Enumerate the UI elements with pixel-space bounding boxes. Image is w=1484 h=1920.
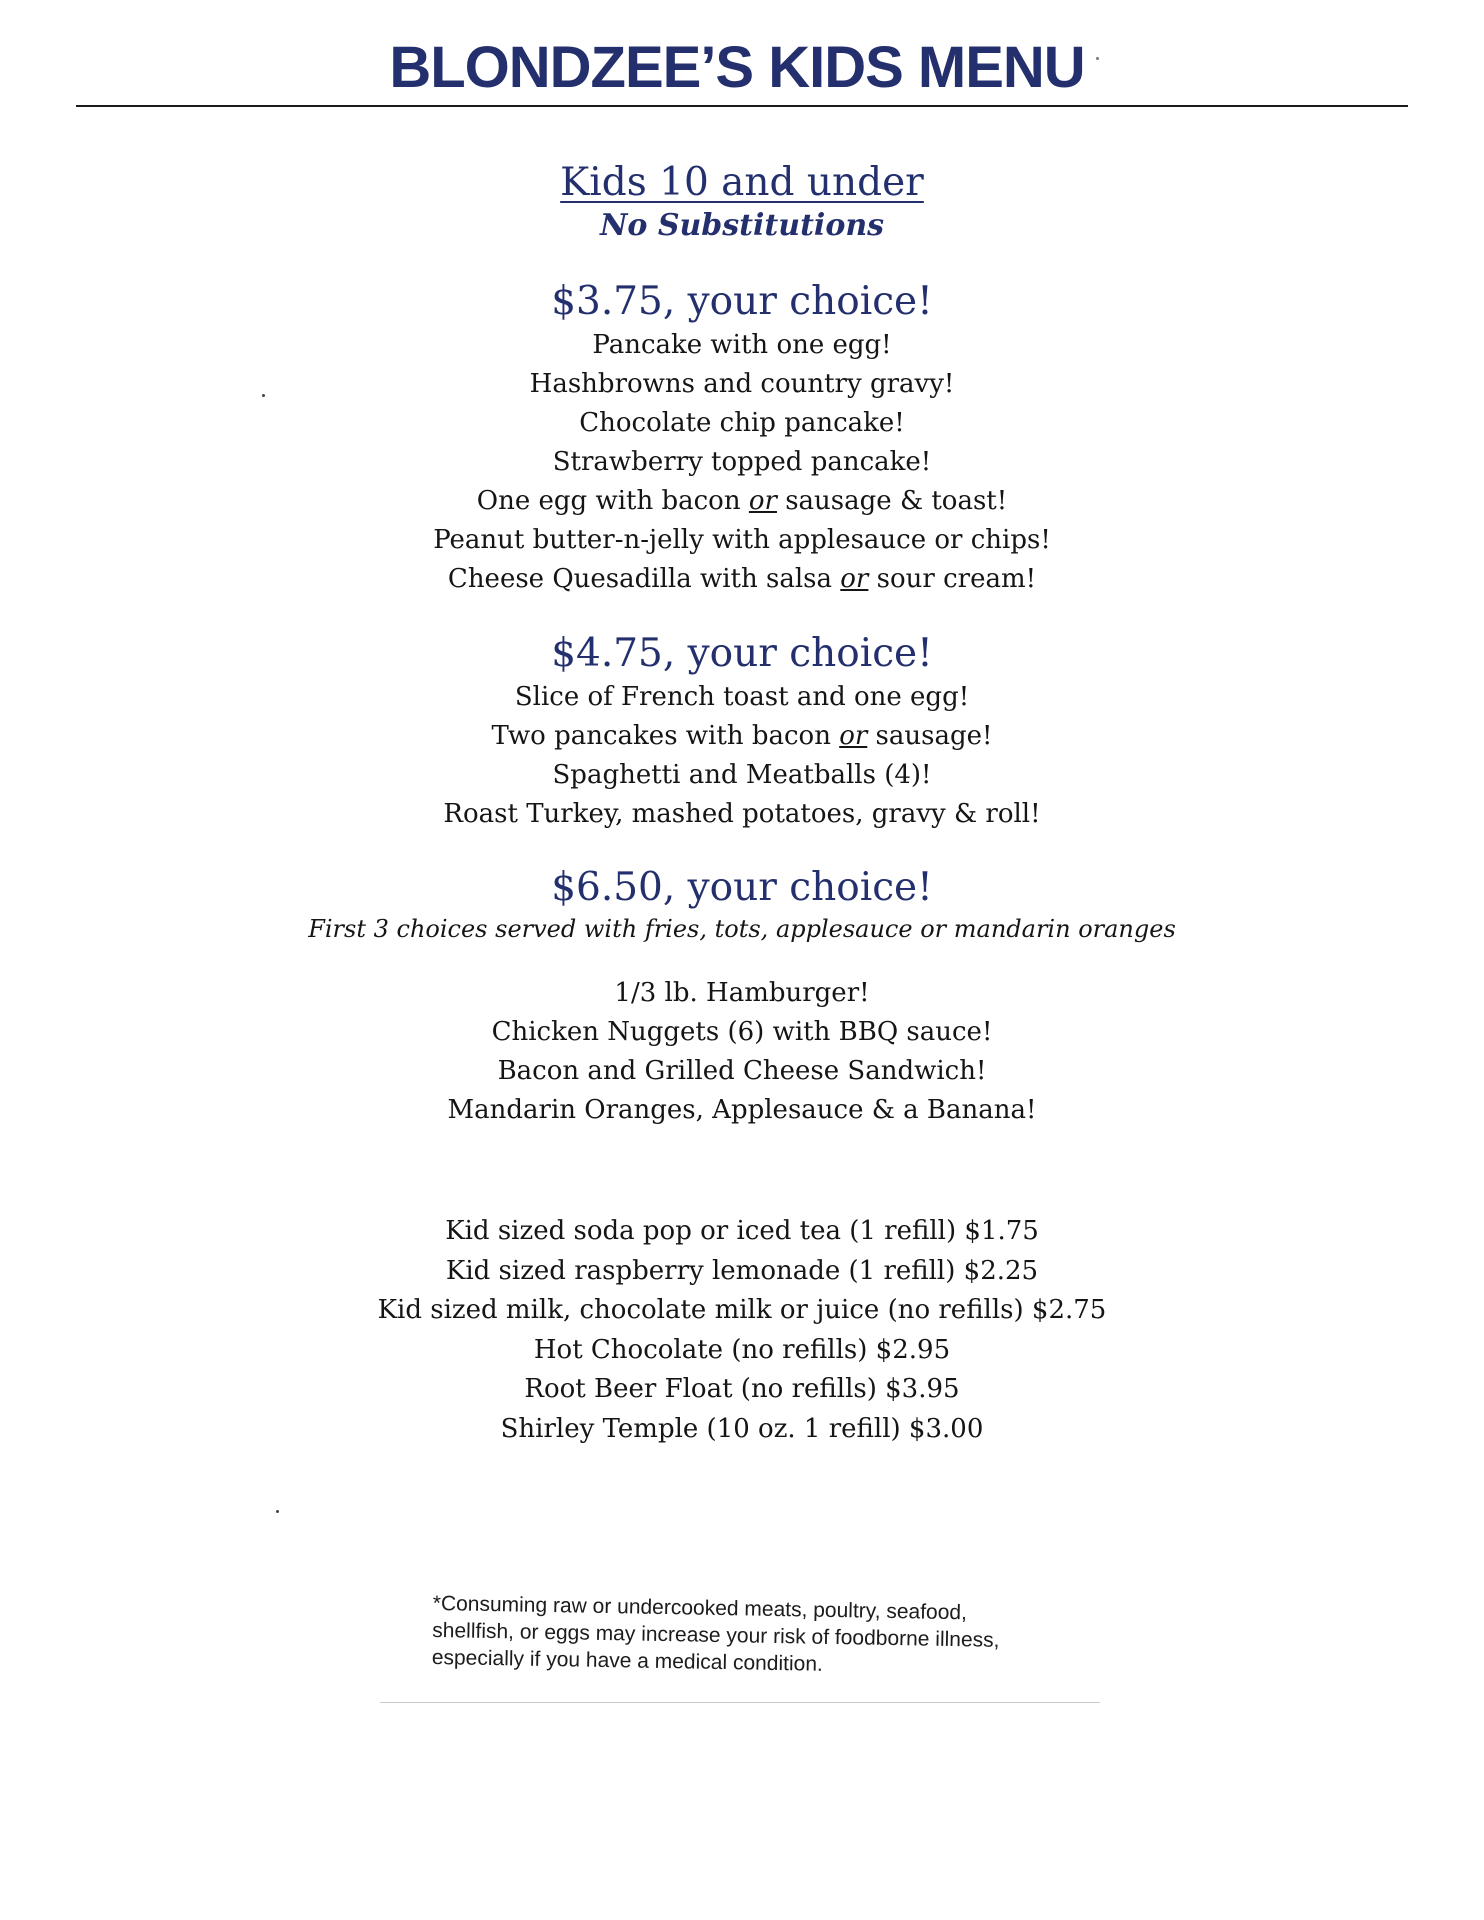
menu-item: Cheese Quesadilla with salsa or sour cream! — [447, 564, 1037, 594]
menu-item: One egg with bacon or sausage & toast! — [476, 486, 1008, 516]
disclaimer-line: especially if you have a medical condition. — [431, 1645, 824, 1676]
menu-title: BLONDZEE’S KIDS MENU — [389, 35, 1085, 100]
menu-item: Bacon and Grilled Cheese Sandwich! — [497, 1056, 987, 1086]
drink-item: Root Beer Float (no refills) $3.95 — [524, 1374, 960, 1404]
menu-item: Hashbrowns and country gravy! — [529, 369, 955, 399]
price-section-475 — [0, 630, 1484, 834]
menu-item: Two pancakes with bacon or sausage! — [491, 721, 993, 751]
substitution-note: No Substitutions — [599, 208, 885, 243]
price-heading: $3.75, your choice! — [551, 279, 933, 324]
menu-item: Chicken Nuggets (6) with BBQ sauce! — [491, 1017, 993, 1047]
age-heading: Kids 10 and under — [560, 160, 924, 205]
or-emphasis: or — [748, 486, 777, 516]
scan-speck — [262, 394, 265, 397]
price-section-650 — [0, 864, 1484, 1130]
scan-speck — [1096, 57, 1099, 60]
menu-item: Peanut butter-n-jelly with applesauce or chips! — [433, 525, 1051, 555]
sides-note: First 3 choices served with fries, tots, applesauce or mandarin oranges — [308, 915, 1176, 943]
drink-item: Kid sized milk, chocolate milk or juice (no refills) $2.75 — [377, 1295, 1107, 1325]
scan-speck — [276, 1510, 279, 1513]
menu-item: Pancake with one egg! — [592, 330, 892, 360]
disclaimer-divider — [380, 1702, 1100, 1703]
price-heading: $6.50, your choice! — [551, 865, 933, 910]
menu-item: Chocolate chip pancake! — [579, 408, 905, 438]
drinks-list — [0, 1212, 1484, 1449]
drink-item: Kid sized raspberry lemonade (1 refill) $2.25 — [445, 1255, 1039, 1286]
menu-item: 1/3 lb. Hamburger! — [614, 978, 870, 1008]
menu-item: Spaghetti and Meatballs (4)! — [552, 760, 932, 790]
title-divider — [76, 105, 1408, 107]
menu-item: Roast Turkey, mashed potatoes, gravy & roll! — [443, 799, 1041, 829]
price-section-375 — [0, 278, 1484, 599]
drink-item: Shirley Temple (10 oz. 1 refill) $3.00 — [500, 1413, 984, 1444]
drink-item: Kid sized soda pop or iced tea (1 refill) $1.75 — [445, 1216, 1039, 1246]
price-heading: $4.75, your choice! — [551, 631, 933, 676]
drink-item: Hot Chocolate (no refills) $2.95 — [533, 1334, 951, 1365]
menu-item: Slice of French toast and one egg! — [514, 682, 970, 712]
disclaimer-line: shellfish, or eggs may increase your risk of foodborne illness, — [432, 1618, 1000, 1652]
or-emphasis: or — [840, 564, 869, 594]
or-emphasis: or — [839, 721, 868, 751]
menu-item: Mandarin Oranges, Applesauce & a Banana! — [447, 1095, 1037, 1125]
food-safety-disclaimer — [432, 1590, 1053, 1682]
disclaimer-line: *Consuming raw or undercooked meats, poultry, seafood, — [432, 1591, 968, 1625]
menu-item: Strawberry topped pancake! — [552, 447, 932, 477]
